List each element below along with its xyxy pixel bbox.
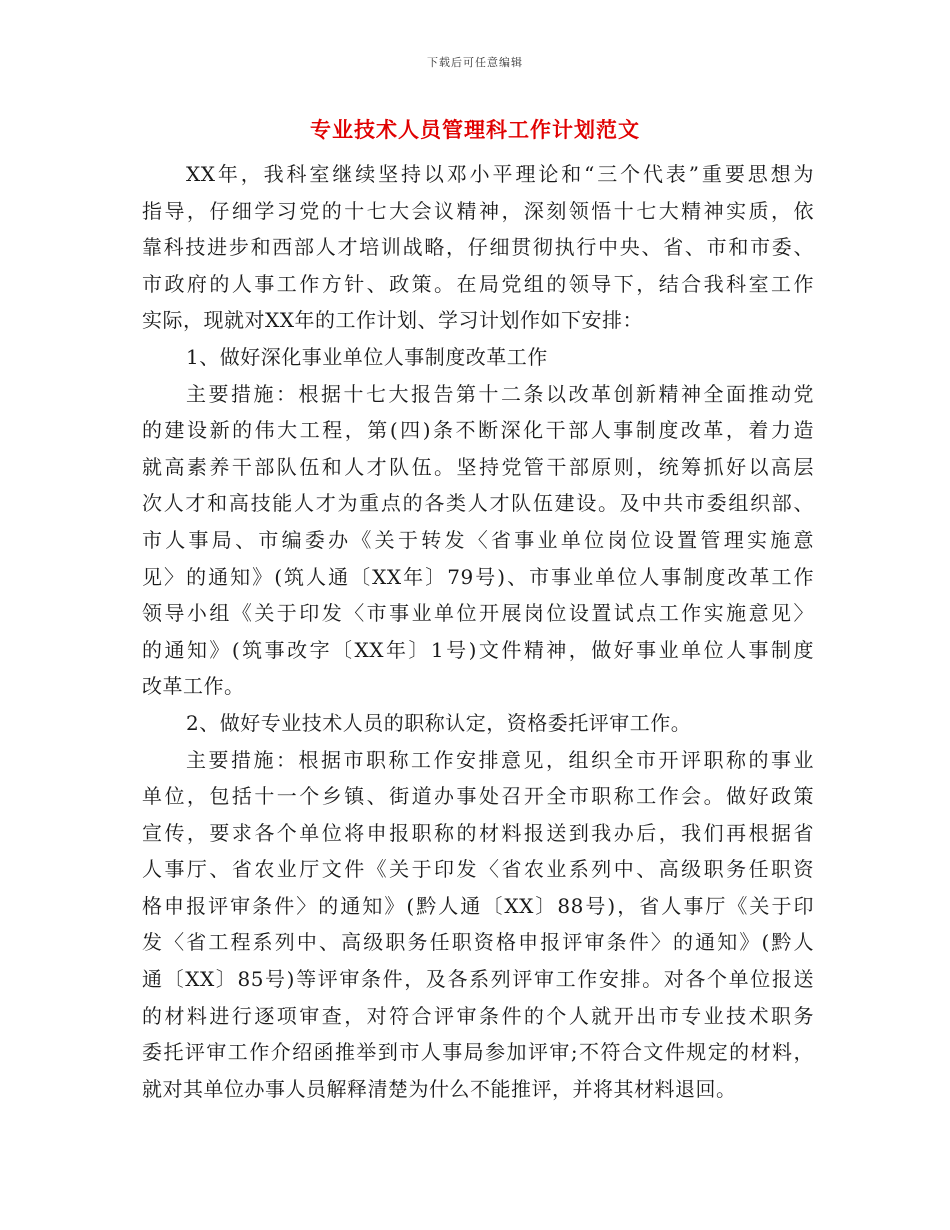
- body-line: 改革工作。: [142, 674, 245, 699]
- document-title: 专业技术人员管理科工作计划范文: [310, 117, 640, 142]
- body-line: 通〔XX〕85号)等评审条件，及各系列评审工作安排。对各个单位报送: [142, 967, 814, 992]
- body-line: 市人事局、市编委办《关于转发〈省事业单位岗位设置管理实施意: [142, 527, 814, 552]
- body-line: 次人才和高技能人才为重点的各类人才队伍建设。及中共市委组织部、: [142, 491, 814, 516]
- body-line: 市政府的人事工作方针、政策。在局党组的领导下，结合我科室工作: [142, 271, 814, 296]
- body-line: 发〈省工程系列中、高级职务任职资格申报评审条件〉的通知》(黔人: [142, 930, 814, 955]
- body-line: 委托评审工作介绍函推举到市人事局参加评审;不符合文件规定的材料，: [142, 1040, 814, 1065]
- body-line: 的材料进行逐项审查，对符合评审条件的个人就开出市专业技术职务: [142, 1003, 814, 1028]
- body-line: 的通知》(筑事改字〔XX年〕1号)文件精神，做好事业单位人事制度: [142, 637, 814, 662]
- body-line: 就对其单位办事人员解释清楚为什么不能推评，并将其材料退回。: [142, 1076, 737, 1101]
- body-line: 宣传，要求各个单位将申报职称的材料报送到我办后，我们再根据省: [142, 820, 814, 845]
- body-line: 指导，仔细学习党的十七大会议精神，深刻领悟十七大精神实质，依: [142, 198, 814, 223]
- document-body: [142, 156, 814, 1107]
- body-line: 1、做好深化事业单位人事制度改革工作: [186, 344, 548, 369]
- body-line: 人事厅、省农业厅文件《关于印发〈省农业系列中、高级职务任职资: [142, 857, 814, 882]
- body-line: 领导小组《关于印发〈市事业单位开展岗位设置试点工作实施意见〉: [142, 601, 814, 626]
- body-line: 的建设新的伟大工程，第(四)条不断深化干部人事制度改革，着力造: [142, 418, 814, 443]
- body-line: XX年，我科室继续坚持以邓小平理论和“三个代表”重要思想为: [186, 162, 814, 186]
- body-line: 单位，包括十一个乡镇、街道办事处召开全市职称工作会。做好政策: [142, 784, 814, 809]
- body-line: 主要措施：根据市职称工作安排意见，组织全市开评职称的事业: [186, 747, 814, 772]
- body-line: 2、做好专业技术人员的职称认定，资格委托评审工作。: [186, 710, 692, 735]
- body-line: 主要措施：根据十七大报告第十二条以改革创新精神全面推动党: [186, 381, 814, 406]
- header-note: 下载后可任意编辑: [427, 56, 523, 69]
- body-line: 见〉的通知》(筑人通〔XX年〕79号)、市事业单位人事制度改革工作: [142, 564, 814, 589]
- body-line: 实际，现就对XX年的工作计划、学习计划作如下安排：: [142, 308, 643, 333]
- body-line: 就高素养干部队伍和人才队伍。坚持党管干部原则，统筹抓好以高层: [142, 454, 814, 479]
- body-line: 靠科技进步和西部人才培训战略，仔细贯彻执行中央、省、市和市委、: [142, 235, 814, 260]
- body-line: 格申报评审条件〉的通知》(黔人通〔XX〕88号)，省人事厅《关于印: [142, 893, 814, 918]
